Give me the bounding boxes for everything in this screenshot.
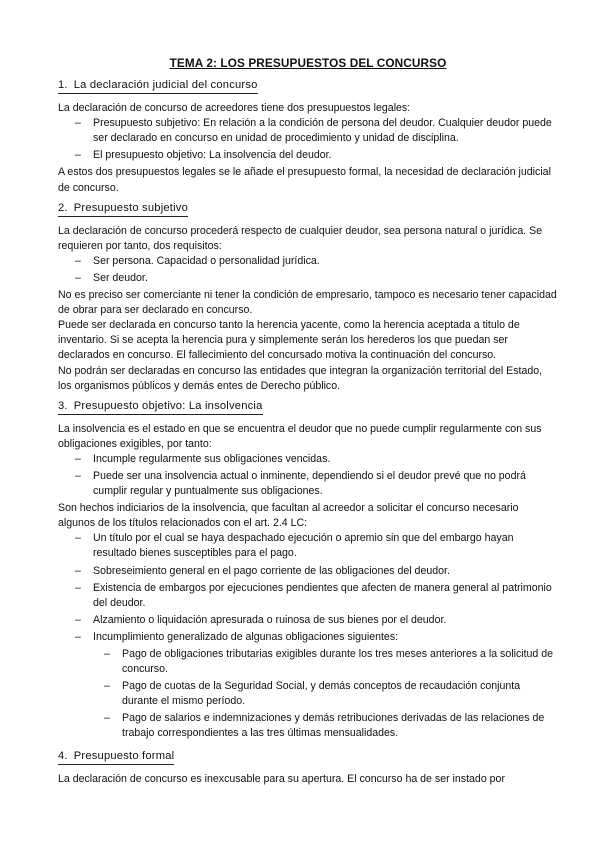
dash-bullet: – <box>75 564 81 577</box>
dash-bullet: – <box>75 630 81 643</box>
document-title: TEMA 2: LOS PRESUPUESTOS DEL CONCURSO <box>169 56 447 70</box>
dash-bullet: – <box>75 271 81 284</box>
list-item: – Incumplimiento generalizado de algunas obligaciones siguientes: – Pago de obligaciones tributarias exigibles durante los tres meses anteriores a la solicitud de concurso. – Pago de cuotas de la Seguridad Social, y demás conceptos de recaudación conjunta durante el mismo período. – Pago de salarios e indemnizaciones y demás retribuciones derivadas de las relaciones de trabajo correspondientes a las tres últimas mensualidades. <box>58 630 558 742</box>
section-4-number: 4. <box>58 749 68 762</box>
dash-bullet: – <box>75 254 81 267</box>
list-item: – Presupuesto subjetivo: En relación a la condición de persona del deudor. Cualquier deudor puede ser declarado en concurso en unidad de procedimiento y unidad de disciplina. <box>75 117 552 145</box>
dash-bullet: – <box>104 648 110 660</box>
section-2-paragraph: No es preciso ser comerciante ni tener la condición de empresario, tampoco es necesario tener capacidad de obrar para ser declarado en concurso. <box>58 289 557 317</box>
dash-bullet: – <box>75 117 81 130</box>
section-3-intro: La insolvencia es el estado en que se encuentra el deudor que no puede cumplir regularmente con sus obligaciones exigibles, por tanto: <box>58 422 542 450</box>
section-2-title: Presupuesto subjetivo <box>73 201 189 214</box>
section-3-number: 3. <box>58 399 68 412</box>
nested-list-item: – Pago de cuotas de la Seguridad Social, y demás conceptos de recaudación conjunta durante el mismo período. <box>104 680 521 708</box>
section-2-paragraph: No podrán ser declaradas en concurso las entidades que integran la organización territorial del Estado, los organismos públicos y demás entes de Derecho público. <box>58 364 543 392</box>
nested-list-item: – Pago de obligaciones tributarias exigibles durante los tres meses anteriores a la solicitud de concurso. <box>104 648 554 676</box>
dash-bullet: – <box>75 452 81 465</box>
section-3-heading <box>58 399 263 415</box>
list-item: – Ser deudor. <box>58 271 558 286</box>
section-1-number: 1. <box>58 79 68 92</box>
nested-list <box>93 647 558 742</box>
list-item: – Alzamiento o liquidación apresurada o ruinosa de sus bienes por el deudor. <box>58 613 558 628</box>
dash-bullet: – <box>75 532 81 545</box>
section-4-heading <box>58 749 174 765</box>
list-item: – Sobreseimiento general en el pago corriente de las obligaciones del deudor. <box>58 564 558 579</box>
section-2-heading <box>58 201 188 217</box>
section-4-intro: La declaración de concurso es inexcusable para su apertura. El concurso ha de ser instado por <box>58 772 505 785</box>
nested-list-item: – Pago de salarios e indemnizaciones y demás retribuciones derivadas de las relaciones de trabajo correspondientes a las tres últimas mensualidades. <box>104 712 545 740</box>
section-1-title: La declaración judicial del concurso <box>73 79 258 92</box>
dash-bullet: – <box>75 613 81 626</box>
list-item: – Incumple regularmente sus obligaciones vencidas. <box>58 452 558 467</box>
section-2-intro: La declaración de concurso procederá respecto de cualquier deudor, sea persona natural o jurídica. Se requieren por tanto, dos requisitos: <box>58 224 543 252</box>
list-item: – Ser persona. Capacidad o personalidad jurídica. <box>58 254 558 269</box>
list-item: – Existencia de embargos por ejecuciones pendientes que afecten de manera general al patrimonio del deudor. <box>75 581 552 609</box>
dash-bullet: – <box>104 712 110 725</box>
dash-bullet: – <box>75 469 81 482</box>
section-3-middle: Son hechos indiciarios de la insolvencia, que facultan al acreedor a solicitar el concurso necesario algunos de los títulos relacionados con el art. 2.4 LC: <box>58 502 519 530</box>
dash-bullet: – <box>75 149 81 162</box>
list-item: – Un título por el cual se haya despachado ejecución o apremio sin que del embargo hayan resultado bienes susceptibles para el pago. <box>75 532 514 560</box>
section-1-intro: La declaración de concurso de acreedores tiene dos presupuestos legales: <box>58 102 411 115</box>
list-item: – El presupuesto objetivo: La insolvencia del deudor. <box>58 148 558 163</box>
section-2-number: 2. <box>58 201 68 214</box>
section-1-list <box>58 116 558 163</box>
dash-bullet: – <box>104 680 110 693</box>
section-3-title: Presupuesto objetivo: La insolvencia <box>73 399 263 412</box>
section-3-list <box>58 452 558 499</box>
dash-bullet: – <box>75 581 81 594</box>
section-1-outro: A estos dos presupuestos legales se le añade el presupuesto formal, la necesidad de declaración judicial de concurso. <box>58 166 551 194</box>
section-2-paragraph: Puede ser declarada en concurso tanto la herencia yacente, como la herencia aceptada a titulo de inventario. Si se acepta la herencia pura y simplemente serán los herederos los que puedan ser declarados en concurso. El fallecimiento del concursado motiva la continuación del concurso. <box>58 319 520 362</box>
section-1-heading <box>58 78 258 94</box>
list-item: – Puede ser una insolvencia actual o inminente, dependiendo si el deudor prevé que no podrá cumplir regular y puntualmente sus obligaciones. <box>75 469 526 498</box>
section-2-list <box>58 254 558 286</box>
section-3-list-indicios <box>58 531 558 741</box>
section-4-title: Presupuesto formal <box>73 749 175 762</box>
